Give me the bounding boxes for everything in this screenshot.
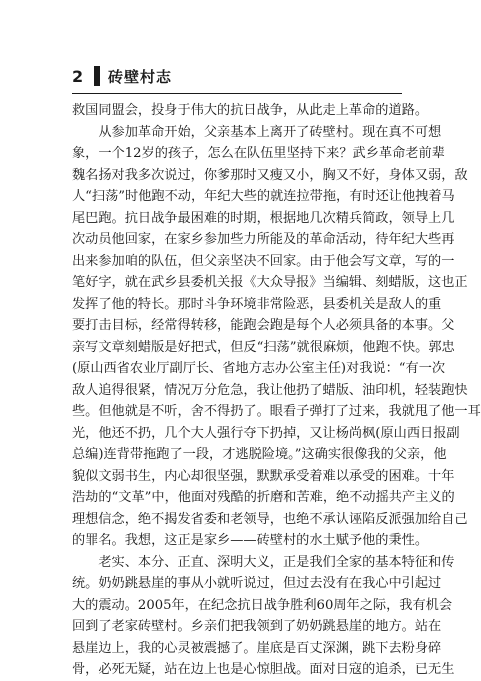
text-line: 骨，必死无疑，站在边上也是心惊胆战。面对日寇的追杀，已无生 [72, 662, 455, 677]
text-line: 象，一个12岁的孩子，怎么在队伍里坚持下来？武乡革命老前辈 [72, 146, 445, 161]
text-line: 老实、本分、正直、深明大义，正是我们全家的基本特征和传 [72, 554, 455, 570]
text-line: 次动员他回家，在家乡参加些力所能及的革命活动，待年纪大些再 [72, 232, 455, 247]
paragraph-2 [72, 122, 481, 552]
text-line: 发挥了他的特长。那时斗争环境非常险恶，县委机关是敌人的重 [72, 296, 442, 312]
text-line: 救国同盟会，投身于伟大的抗日战争，从此走上革命的道路。 [72, 103, 429, 118]
book-title: 砖壁村志 [108, 67, 173, 86]
text-line: 回到了老家砖壁村。乡亲们把我领到了奶奶跳悬崖的地方。站在 [72, 619, 442, 634]
text-line: 理想信念，绝不揭发省委和老领导，也绝不承认诬陷反派强加给自己 [72, 511, 468, 527]
text-line: 总编)连背带拖跑了一段，才逃脱险境。”这确实很像我的父亲，他 [72, 447, 447, 462]
text-line: 亲写文章刻蜡版是好把式，但反“扫荡”就很麻烦，他跑不快。郭忠 [72, 339, 455, 355]
text-line: 尾巴跑。抗日战争最困难的时期，根据地几次精兵简政，领导上几 [72, 210, 455, 226]
text-line: 出来参加咱的队伍，但父亲坚决不回家。由于他会写文章，写的一 [72, 253, 455, 269]
page-number: 2 [72, 66, 84, 86]
text-line: (原山西省农业厅副厅长、省地方志办公室主任)对我说：“有一次 [72, 361, 446, 376]
text-line: 光，他还不扔，几个大人强行夺下扔掉，又让杨尚枫(原山西日报副 [72, 425, 460, 441]
text-line: 悬崖边上，我的心灵被震撼了。崖底是百丈深渊，跳下去粉身碎 [72, 640, 442, 656]
text-line: 要打击目标，经常得转移，能跑会跑是每个人必须具备的本事。父 [72, 318, 455, 333]
paragraph-3 [72, 552, 455, 681]
body-text [72, 100, 481, 681]
text-line: 统。奶奶跳悬崖的事从小就听说过，但过去没有在我心中引起过 [72, 576, 442, 591]
paragraph-1 [72, 100, 429, 122]
header-rule [72, 93, 402, 94]
text-line: 笔好字，就在武乡县委机关报《大众导报》当编辑、刻蜡版，这也正 [72, 275, 468, 290]
running-header [72, 64, 402, 88]
text-line: 魏名扬对我多次说过，你爹那时又瘦又小，胸又不好，身体又弱，敌 [72, 167, 468, 183]
text-line: 些。但他就是不听，舍不得扔了。眼看子弹打了过来，我就甩了他一耳 [72, 404, 481, 419]
text-line: 大的震动。2005年，在纪念抗日战争胜利60周年之际，我有机会 [72, 597, 453, 613]
text-line: 敌人追得很紧，情况万分危急，我让他扔了蜡版、油印机，轻装跑快 [72, 382, 468, 398]
header-bar-ornament [94, 66, 100, 86]
text-line: 的罪名。我想，这正是家乡——砖壁村的水土赋予他的秉性。 [72, 533, 429, 548]
text-line: 人“扫荡”时他跑不动，年纪大些的就连拉带拖，有时还让他拽着马 [72, 189, 455, 204]
text-line: 从参加革命开始，父亲基本上离开了砖壁村。现在真不可想 [72, 124, 442, 140]
text-line: 貌似文弱书生，内心却很坚强，默默承受着难以承受的困难。十年 [72, 468, 455, 484]
text-line: 浩劫的“文革”中，他面对残酷的折磨和苦难，绝不动摇共产主义的 [72, 490, 455, 505]
